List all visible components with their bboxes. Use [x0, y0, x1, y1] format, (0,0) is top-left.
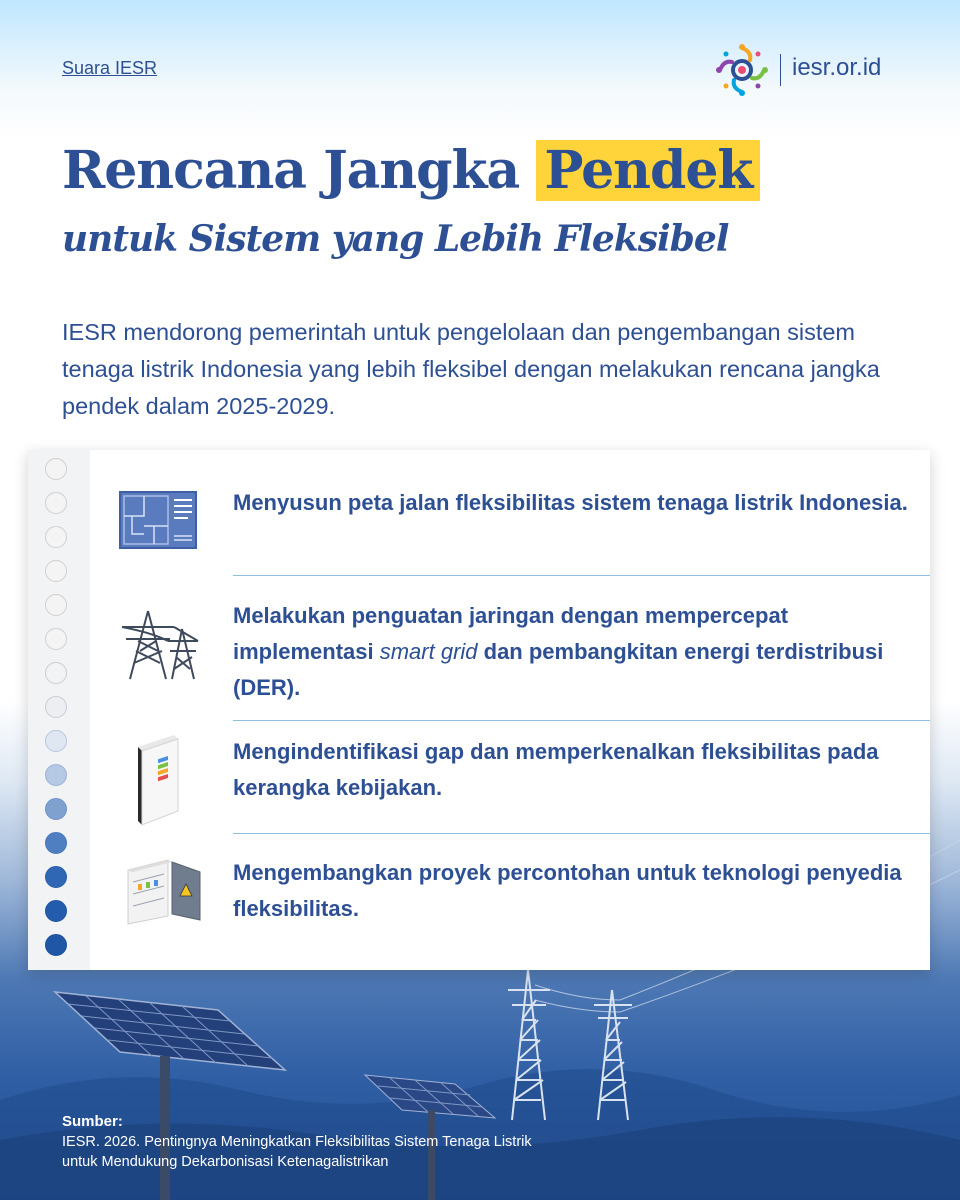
- item-divider: [233, 720, 930, 721]
- binder-hole: [45, 458, 67, 480]
- binder-hole: [45, 696, 67, 718]
- list-item: [90, 593, 930, 720]
- intro-paragraph: IESR mendorong pemerintah untuk pengelolaan dan pengembangan sistem tenaga listrik Indonesia yang lebih fleksibel dengan melakukan rencana jangka pendek dalam 2025-2029.: [62, 319, 880, 419]
- title-highlight: Pendek: [536, 140, 760, 201]
- binder-hole: [45, 560, 67, 582]
- logo-divider: [780, 54, 781, 86]
- source-label: Sumber:: [62, 1113, 123, 1130]
- binder-hole: [45, 492, 67, 514]
- suara-iesr-link[interactable]: Suara IESR: [62, 58, 158, 78]
- page-subtitle: untuk Sistem yang Lebih Fleksibel: [62, 218, 729, 260]
- item-text: Mengembangkan proyek percontohan untuk teknologi penyedia fleksibilitas.: [233, 860, 902, 921]
- iesr-logo-icon: [714, 42, 770, 98]
- list-item: [90, 850, 930, 950]
- blueprint-icon: [118, 490, 198, 550]
- battery-storage-icon: [128, 733, 188, 827]
- binder-hole: [45, 526, 67, 548]
- binder-hole: [45, 764, 67, 786]
- item-text: Mengindentifikasi gap dan memperkenalkan fleksibilitas pada kerangka kebijakan.: [233, 739, 879, 800]
- transmission-tower-icon: [118, 607, 208, 681]
- item-divider: [233, 833, 930, 834]
- source-citation: [62, 1112, 532, 1172]
- logo-website-text[interactable]: iesr.or.id: [792, 54, 882, 81]
- source-line: untuk Mendukung Dekarbonisasi Ketenagalistrikan: [62, 1154, 389, 1170]
- binder-hole: [45, 866, 67, 888]
- title-main: Rencana Jangka: [62, 140, 520, 201]
- binder-hole: [45, 900, 67, 922]
- binder-hole: [45, 798, 67, 820]
- electrical-panel-icon: [124, 850, 204, 926]
- item-text: Menyusun peta jalan fleksibilitas sistem tenaga listrik Indonesia.: [233, 490, 908, 515]
- list-item: [90, 738, 930, 832]
- notebook-card: [28, 450, 930, 970]
- binder-hole: [45, 934, 67, 956]
- binder-hole: [45, 832, 67, 854]
- source-line: IESR. 2026. Pentingnya Meningkatkan Fleksibilitas Sistem Tenaga Listrik: [62, 1134, 532, 1150]
- item-divider: [233, 575, 930, 576]
- smart-grid-term: smart grid: [379, 639, 478, 664]
- binder-hole: [45, 730, 67, 752]
- item-text: Melakukan penguatan jaringan dengan mempercepat implementasi smart grid dan pembangkitan energi terdistribusi (DER).: [233, 603, 884, 700]
- list-item: [90, 480, 930, 575]
- binder-hole: [45, 662, 67, 684]
- binder-hole: [45, 628, 67, 650]
- page-title: [62, 140, 760, 201]
- notebook-spine: [28, 450, 90, 970]
- binder-hole: [45, 594, 67, 616]
